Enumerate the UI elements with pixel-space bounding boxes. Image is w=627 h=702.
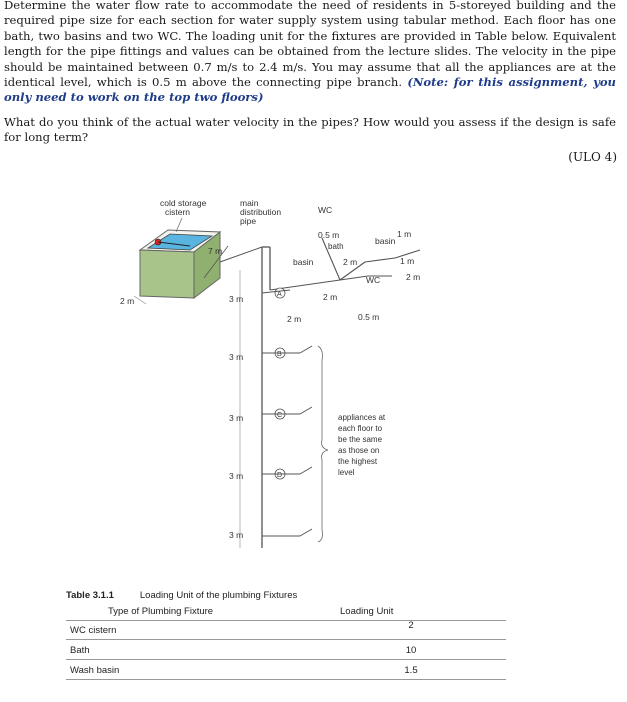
height-5: 3 m — [229, 530, 244, 540]
wc-mid: WC — [366, 275, 381, 285]
dim-1m-b: 1 m — [400, 256, 415, 266]
dim-2m-c: 2 m — [343, 257, 358, 267]
ulo-label: (ULO 4) — [568, 150, 617, 164]
cold-storage-label: cold storage — [160, 198, 207, 208]
loading-unit: 2 — [408, 620, 414, 631]
col-type-header: Type of Plumbing Fixture — [108, 606, 214, 617]
dim-2m-f: 2 m — [406, 272, 421, 282]
main-pipe-label: main — [240, 198, 259, 208]
node-d: D — [277, 472, 283, 479]
appliances-note-2: each floor to — [338, 424, 383, 433]
dim-2m-e: 2 m — [287, 314, 302, 324]
assignment-note: (Note: for this assignment, you only need to work on the top two floors) — [4, 75, 616, 105]
dim-05m-top: 0.5 m — [318, 230, 340, 240]
appliances-note-3: be the same — [338, 435, 383, 444]
floor-branches — [262, 290, 312, 536]
table-row — [66, 661, 506, 680]
table-row — [66, 621, 506, 640]
basin-left-label: basin — [293, 257, 314, 267]
height-1: 3 m — [229, 294, 244, 304]
node-a: A — [277, 291, 282, 298]
loading-unit: 1.5 — [404, 665, 418, 676]
main-pipe-label-3: pipe — [240, 216, 257, 226]
bracket — [318, 346, 328, 542]
cold-storage-tank — [140, 230, 262, 298]
table-label: Table 3.1.1 — [66, 590, 114, 601]
height-4: 3 m — [229, 471, 244, 481]
appliances-note-4: as those on — [338, 446, 380, 455]
height-2: 3 m — [229, 352, 244, 362]
appliances-note-1: appliances at — [338, 413, 386, 422]
height-3: 3 m — [229, 413, 244, 423]
dim-7m: 7 m — [208, 246, 223, 256]
bath-label: bath — [328, 242, 344, 251]
fixture-name: WC cistern — [70, 625, 117, 636]
cold-storage-label-2: cistern — [165, 207, 191, 217]
appliances-note-6: level — [338, 468, 355, 477]
col-unit-header: Loading Unit — [340, 606, 394, 617]
dim-2m-tank: 2 m — [120, 296, 135, 306]
question-paragraph-2: What do you think of the actual water velocity in the pipes? How would you assess if the design is safe for long term? — [4, 115, 616, 145]
main-pipe-label-2: distribution — [240, 207, 282, 217]
question-text: Determine the water flow rate to accommodate the need of residents in 5-storeyed building and the required pipe size for each section for water supply system using tabular method. Each floor has one bath, two basins and two WC. The loading unit for the fixtures are provided in Table below. Equivalent length for the pipe fittings and values can be obtained from the lecture slides. The velocity in the pipe should be maintained between 0.7 m/s to 2.4 m/s. You may assume that all the appliances are at the identical level, which is 0.5 m above the connecting pipe branch. — [4, 0, 616, 90]
fixture-name: Wash basin — [70, 665, 120, 676]
wc-top: WC — [318, 205, 333, 215]
table-title: Loading Unit of the plumbing Fixtures — [139, 590, 298, 601]
basin-right-label: basin — [375, 236, 396, 246]
node-b: B — [277, 351, 282, 358]
dim-05m-bottom: 0.5 m — [358, 312, 380, 322]
dim-1m-a: 1 m — [397, 229, 412, 239]
dim-2m-d: 2 m — [323, 292, 338, 302]
fixture-name: Bath — [70, 645, 90, 656]
loading-unit: 10 — [405, 645, 417, 656]
table-row — [66, 641, 506, 660]
node-c: C — [277, 412, 283, 419]
table-caption — [66, 590, 297, 601]
appliances-note-5: the highest — [338, 457, 378, 466]
